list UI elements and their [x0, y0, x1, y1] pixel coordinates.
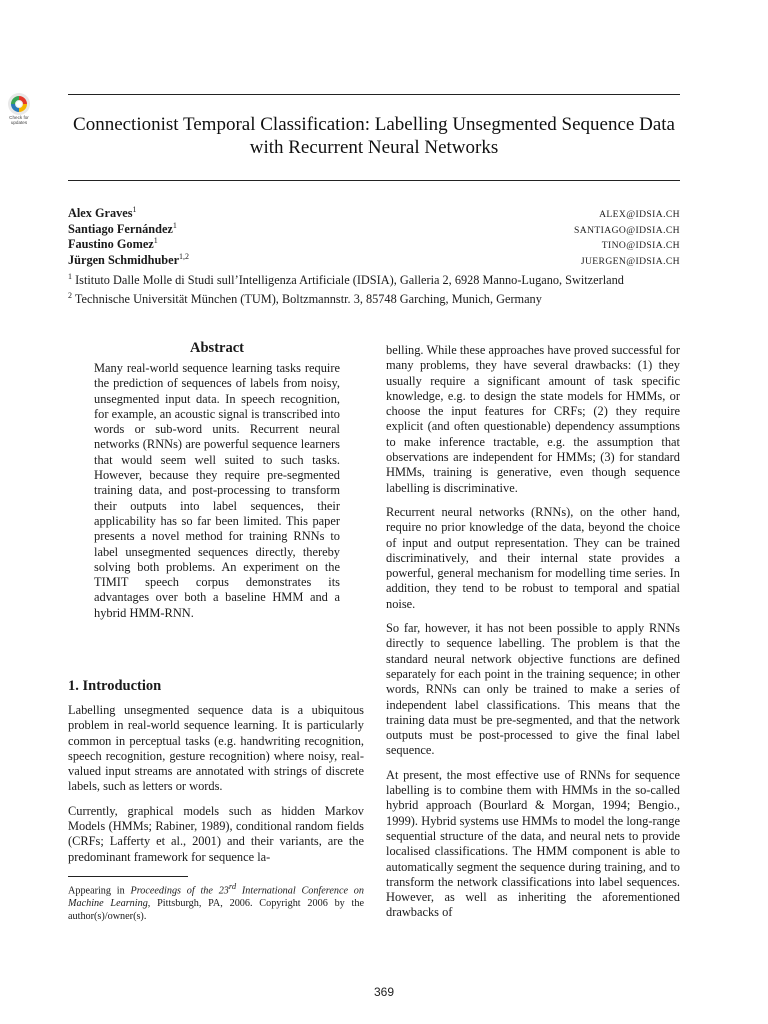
abstract-text: Many real-world sequence learning tasks require the prediction of sequences of labels from noisy, unsegmented input data. In speech recognition, for example, an acoustic signal is transcribed into words or sub-word units. Recurrent neural networks (RNNs) are powerful sequence learners that would seem well suited to such tasks. However, because they require pre-segmented training data, and post-processing to transform their outputs into label sequences, their applicability has so far been limited. This paper presents a novel method for training RNNs to label unsegmented sequences directly, thereby solving both problems. An experiment on the TIMIT speech corpus demonstrates its advantages over both a baseline HMM and a hybrid HMM-RNN. — [94, 361, 340, 620]
check-for-updates-badge[interactable] — [4, 93, 34, 125]
right-column-body — [386, 343, 680, 930]
affiliation-2: $^2$ Technische Universität München (TUM), Boltzmannstr. 3, 85748 Garching, Munich, Germany — [68, 291, 542, 307]
author-email[interactable]: JUERGEN@IDSIA.CH — [580, 255, 680, 267]
author-name: Alex Graves$^1$ — [68, 205, 137, 221]
section-heading-introduction: 1. Introduction — [68, 678, 162, 694]
paragraph: belling. While these approaches have proved successful for many problems, they have several drawbacks: (1) they usually require a significant amount of task specific knowledge, e.g. to design the state models for HMMs, or choose the input features for CRFs; (2) they require explicit (and often questionable) dependency assumptions to make inference tractable, e.g. the assumption that observations are independent for HMMs; (3) for standard HMMs, training is generative, even though sequence labelling is discriminative. — [386, 343, 680, 495]
author-row — [68, 252, 680, 268]
author-email[interactable]: TINO@IDSIA.CH — [601, 240, 680, 252]
paragraph: Labelling unsegmented sequence data is a ubiquitous problem in real-world sequence learning. It is particularly common in perceptual tasks (e.g. handwriting recognition, speech recognition, gesture recognition) where noisy, real-valued input streams are annotated with strings of discrete labels, such as letters or words. — [68, 703, 364, 794]
abstract-heading: Abstract — [190, 340, 244, 356]
title-bottom-rule — [68, 180, 680, 181]
abstract-body — [94, 361, 340, 630]
author-email[interactable]: SANTIAGO@IDSIA.CH — [574, 224, 680, 236]
page-number: 369 — [373, 985, 395, 999]
paragraph: Currently, graphical models such as hidden Markov Models (HMMs; Rabiner, 1989), conditional random fields (CRFs; Lafferty et al., 2001) and their variants, are the predominant framework for sequence la- — [68, 803, 364, 864]
author-email[interactable]: ALEX@IDSIA.CH — [599, 209, 680, 221]
paper-title: Connectionist Temporal Classification: Labelling Unsegmented Sequence Data with Recurrent Neural Networks — [73, 114, 675, 158]
badge-label: Check for updates — [9, 115, 29, 125]
author-name: Santiago Fernández$^1$ — [68, 220, 177, 236]
paragraph: Recurrent neural networks (RNNs), on the other hand, require no prior knowledge of the data, beyond the choice of input and output representation. They can be trained discriminatively, and their internal state provides a powerful, general mechanism for modelling time series. In addition, they tend to be robust to temporal and spatial noise. — [386, 504, 680, 611]
crossmark-icon — [8, 93, 30, 115]
top-rule — [68, 94, 680, 95]
author-row — [68, 205, 680, 221]
footnote-rule — [68, 876, 188, 877]
affiliation-1: $^1$ Istituto Dalle Molle di Studi sull’Intelligenza Artificiale (IDSIA), Galleria 2, 6928 Manno-Lugano, Switzerland — [68, 272, 624, 288]
author-row — [68, 236, 680, 252]
author-name: Faustino Gomez$^1$ — [68, 236, 158, 252]
author-list — [68, 205, 680, 267]
footnote: Appearing in Proceedings of the 23rd International Conference on Machine Learning, Pittsburgh, PA, 2006. Copyright 2006 by the author(s)/owner(s). — [68, 881, 364, 923]
introduction-body — [68, 703, 364, 874]
paragraph: At present, the most effective use of RNNs for sequence labelling is to combine them with HMMs in the so-called hybrid approach (Bourlard & Morgan, 1994; Bengio., 1999). Hybrid systems use HMMs to model the long-range sequential structure of the data, and neural nets to provide localised classifications. The HMM component is able to automatically segment the sequence during training, and to transform the network classifications into label sequences. However, as well as inheriting the aforementioned drawbacks of — [386, 767, 680, 920]
paragraph: So far, however, it has not been possible to apply RNNs directly to sequence labelling. The problem is that the standard neural network objective functions are defined separately for each point in the training sequence; in other words, RNNs can only be trained to make a series of independent label classifications. This means that the training data must be pre-segmented, and that the network outputs must be post-processed to give the final label sequence. — [386, 621, 680, 758]
author-name: Jürgen Schmidhuber$^{1,2}$ — [68, 251, 190, 267]
author-row — [68, 221, 680, 237]
